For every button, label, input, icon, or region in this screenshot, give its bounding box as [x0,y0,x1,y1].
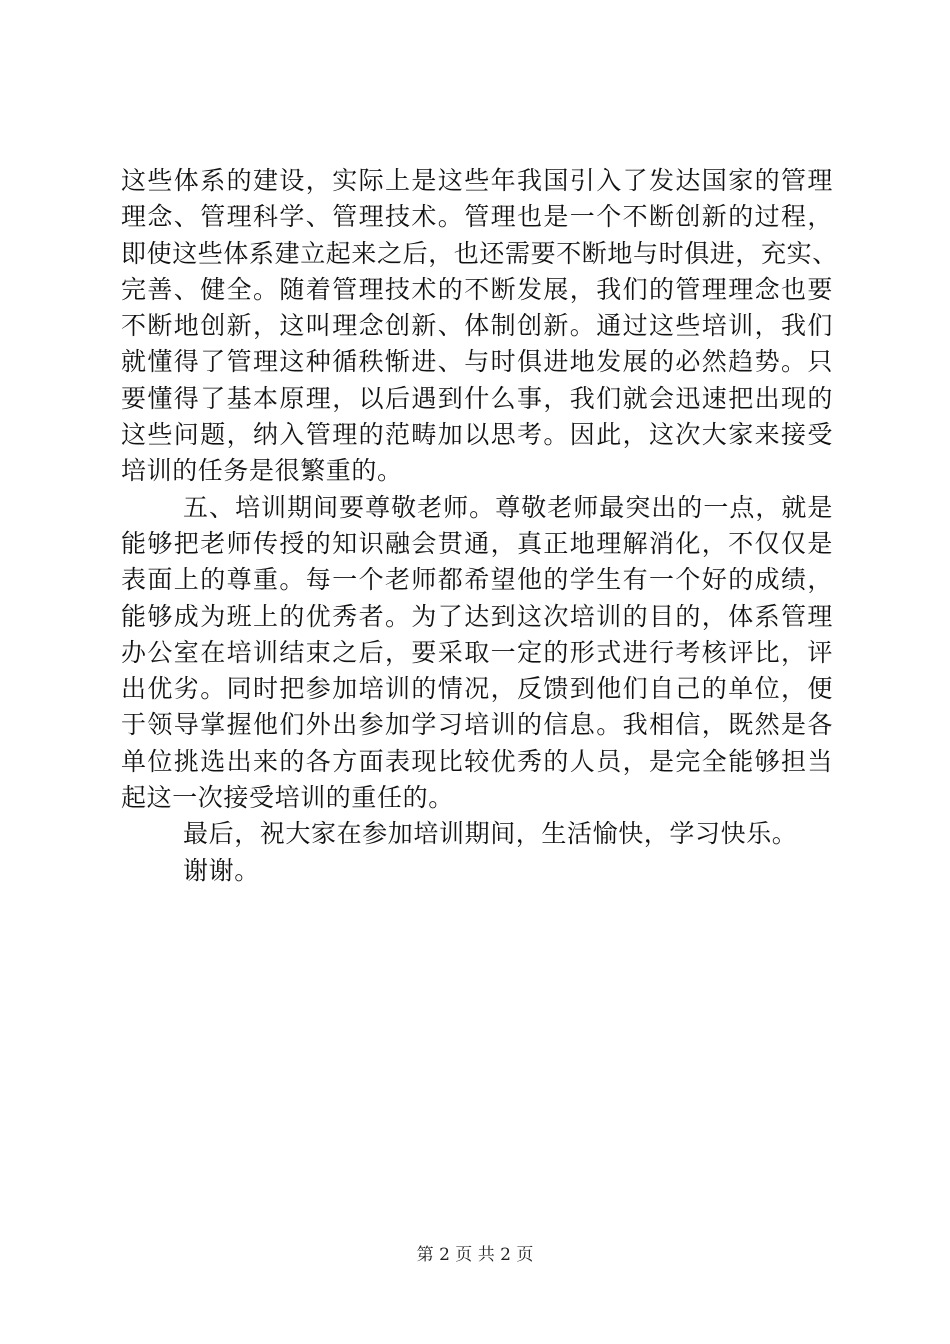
text-line: 单位挑选出来的各方面表现比较优秀的人员，是完全能够担当 [121,746,833,776]
text-line: 不断地创新，这叫理念创新、体制创新。通过这些培训，我们 [121,311,833,341]
text-line: 表面上的尊重。每一个老师都希望他的学生有一个好的成绩， [121,565,833,595]
text-line: 即使这些体系建立起来之后，也还需要不断地与时俱进，充实、 [121,238,838,268]
page-number-footer: 第 2 页 共 2 页 [416,1245,534,1265]
closing-line: 最后，祝大家在参加培训期间，生活愉快，学习快乐。 [183,819,798,849]
text-line: 完善、健全。随着管理技术的不断发展，我们的管理理念也要 [121,274,833,304]
text-line: 培训的任务是很繁重的。 [121,456,403,486]
body-text [121,163,838,889]
text-line: 就懂得了管理这种循秩惭进、与时俱进地发展的必然趋势。只 [121,347,833,377]
text-line: 理念、管理科学、管理技术。管理也是一个不断创新的过程， [121,202,833,232]
section-heading-line: 五、培训期间要尊敬老师。尊敬老师最突出的一点，就是 [183,492,833,522]
text-line: 能够成为班上的优秀者。为了达到这次培训的目的，体系管理 [121,601,833,631]
text-line: 这些体系的建设，实际上是这些年我国引入了发达国家的管理 [121,166,833,195]
text-line: 办公室在培训结束之后，要采取一定的形式进行考核评比，评 [121,637,833,667]
text-line: 能够把老师传授的知识融会贯通，真正地理解消化，不仅仅是 [121,528,833,558]
text-line: 于领导掌握他们外出参加学习培训的信息。我相信，既然是各 [121,710,833,740]
text-line: 这些问题，纳入管理的范畴加以思考。因此，这次大家来接受 [121,420,833,450]
text-line: 要懂得了基本原理，以后遇到什么事，我们就会迅速把出现的 [121,383,833,413]
thanks-line: 谢谢。 [183,855,260,885]
text-line: 起这一次接受培训的重任的。 [121,783,454,813]
text-line: 出优劣。同时把参加培训的情况，反馈到他们自己的单位，便 [121,674,833,704]
